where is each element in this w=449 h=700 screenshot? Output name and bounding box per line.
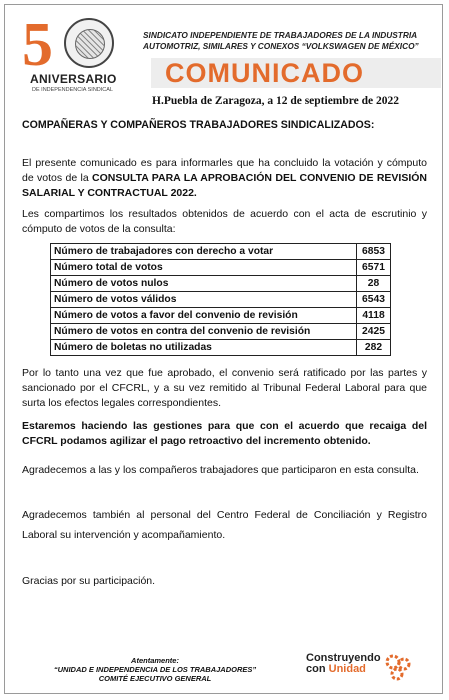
logo-subtitle: DE INDEPENDENCIA SINDICAL	[32, 87, 113, 93]
result-value: 6571	[357, 260, 391, 276]
paragraph-thanks-cfcrl: Agradecemos también al personal del Centro Federal de Conciliación y Registro Laboral su intervención y acompañamiento.	[22, 509, 427, 541]
document-date: H.Puebla de Zaragoza, a 12 de septiembre de 2022	[152, 95, 400, 107]
union-seal-icon	[64, 18, 114, 68]
result-value: 4118	[357, 308, 391, 324]
result-value: 6853	[357, 244, 391, 260]
result-value: 2425	[357, 324, 391, 340]
anniversary-logo	[20, 11, 130, 96]
gears-icon	[383, 652, 413, 682]
table-row	[51, 260, 391, 276]
title-banner	[151, 58, 441, 88]
result-value: 282	[357, 340, 391, 356]
paragraph-results-intro: Les compartimos los resultados obtenidos de acuerdo con el acta de escrutinio y cómputo de votos de la consulta:	[22, 208, 427, 235]
banner-title: COMUNICADO	[165, 58, 364, 88]
union-name	[143, 30, 443, 52]
result-value: 6543	[357, 292, 391, 308]
brand-line1: Construyendo	[306, 652, 381, 664]
paragraph-intro	[22, 156, 427, 201]
result-label: Número de boletas no utilizadas	[51, 340, 357, 356]
result-value: 28	[357, 276, 391, 292]
greeting: COMPAÑERAS Y COMPAÑEROS TRABAJADORES SINDICALIZADOS:	[22, 119, 375, 131]
logo-number: 5	[22, 11, 53, 79]
logo-anniversary: ANIVERSARIO	[30, 72, 117, 86]
result-label: Número de trabajadores con derecho a votar	[51, 244, 357, 260]
paragraph-gestiones: Estaremos haciendo las gestiones para que con el acuerdo que recaiga del CFCRL podamos agilizar el pago retroactivo del incremento obtenido.	[22, 420, 427, 447]
paragraph-ratification: Por lo tanto una vez que fue aprobado, el convenio será ratificado por las partes y sancionado por el CFCRL, y a su vez remitido al Tribunal Federal Laboral para que surta los efectos legales correspondientes.	[22, 367, 427, 409]
table-row	[51, 340, 391, 356]
table-row	[51, 324, 391, 340]
paragraph-intro-text: El presente comunicado es para informarles que ha concluido la votación y cómputo de votos de la	[22, 157, 427, 184]
result-label: Número de votos a favor del convenio de revisión	[51, 308, 357, 324]
table-row	[51, 308, 391, 324]
union-name-line2: AUTOMOTRIZ, SIMILARES Y CONEXOS “VOLKSWAGEN DE MÉXICO”	[143, 41, 419, 51]
signature-block	[30, 656, 280, 683]
brand-line2b: Unidad	[328, 663, 366, 675]
brand-line2a: con	[306, 663, 329, 675]
table-row	[51, 276, 391, 292]
brand-logo	[306, 653, 381, 675]
result-label: Número de votos válidos	[51, 292, 357, 308]
footer-committee: COMITÉ EJECUTIVO GENERAL	[98, 674, 212, 683]
result-label: Número total de votos	[51, 260, 357, 276]
footer-atte: Atentamente:	[131, 656, 179, 665]
results-table	[50, 243, 391, 356]
union-name-line1: SINDICATO INDEPENDIENTE DE TRABAJADORES DE LA INDUSTRIA	[143, 30, 418, 40]
footer-motto: “UNIDAD E INDEPENDENCIA DE LOS TRABAJADORES”	[53, 665, 257, 674]
paragraph-thanks-workers: Agradecemos a las y los compañeros trabajadores que participaron en esta consulta.	[22, 464, 419, 476]
table-row	[51, 244, 391, 260]
result-label: Número de votos nulos	[51, 276, 357, 292]
table-row	[51, 292, 391, 308]
paragraph-intro-bold: CONSULTA PARA LA APROBACIÓN DEL CONVENIO DE REVISIÓN SALARIAL Y CONTRACTUAL 2022.	[22, 172, 427, 199]
closing: Gracias por su participación.	[22, 575, 156, 587]
result-label: Número de votos en contra del convenio de revisión	[51, 324, 357, 340]
